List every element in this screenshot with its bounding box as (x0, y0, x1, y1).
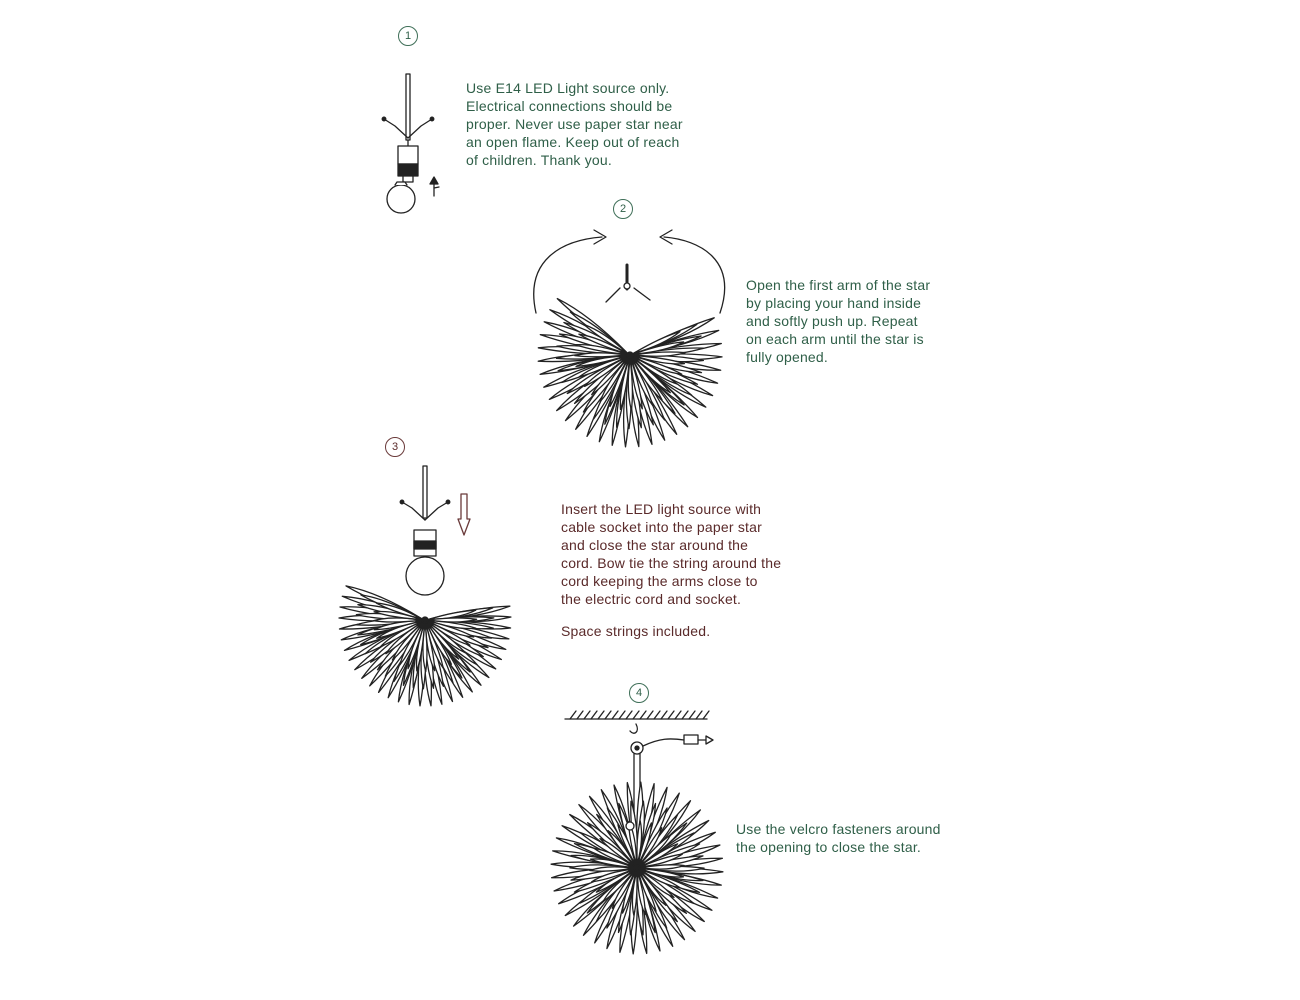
ceiling-hatch-line (626, 711, 632, 719)
ceiling-hatch-line (605, 711, 611, 719)
ceiling-hatch-line (682, 711, 688, 719)
step-4-line: the opening to close the star. (736, 839, 922, 855)
step-3-line: Insert the LED light source with (561, 501, 762, 517)
ceiling-hatch-line (570, 711, 576, 719)
step-3-line: cord keeping the arms close to (561, 573, 758, 589)
step-1-number: 1 (398, 26, 418, 46)
ceiling-hatch-line (689, 711, 695, 719)
star-center (422, 617, 428, 623)
step-2-line: by placing your hand inside (746, 295, 922, 311)
step-2-line: Open the first arm of the star (746, 277, 931, 293)
ceiling-hatch-line (633, 711, 639, 719)
step-1-line: proper. Never use paper star near (466, 116, 683, 132)
bulb-socket-illustration (382, 74, 439, 213)
ceiling-hatch-line (619, 711, 625, 719)
step-3-line: cord. Bow tie the string around the (561, 555, 782, 571)
step-2-number: 2 (613, 199, 633, 219)
step-3-line: and close the star around the (561, 537, 749, 553)
step-1-line: Use E14 LED Light source only. (466, 80, 670, 96)
ceiling-hatch-line (612, 711, 618, 719)
ceiling-hatch-line (703, 711, 709, 719)
ceiling-hatch-line (640, 711, 646, 719)
step-3-line: the electric cord and socket. (561, 591, 742, 607)
step-1-line: Electrical connections should be (466, 98, 673, 114)
step-3-line: cable socket into the paper star (561, 519, 762, 535)
ceiling-hatch-line (577, 711, 583, 719)
step-1-line: of children. Thank you. (466, 152, 612, 168)
step-2-line: and softly push up. Repeat (746, 313, 918, 329)
ceiling-hatch-line (591, 711, 597, 719)
ceiling-hatch-line (675, 711, 681, 719)
star-insert-illustration (339, 466, 511, 706)
star-center (627, 352, 633, 358)
step-3-note: Space strings included. (561, 623, 711, 639)
star-hanging-illustration (551, 711, 723, 954)
step-2-line: on each arm until the star is (746, 331, 924, 347)
step-3-number: 3 (385, 437, 405, 457)
ceiling-hatch-line (647, 711, 653, 719)
ceiling-hatch-line (661, 711, 667, 719)
star-opening-illustration (534, 230, 725, 447)
step-4-line: Use the velcro fasteners around (736, 821, 941, 837)
star-center (634, 865, 640, 871)
step-4-number: 4 (629, 683, 649, 703)
step-1-line: an open flame. Keep out of reach (466, 134, 680, 150)
ceiling-hatch-line (668, 711, 674, 719)
ceiling-hatch-line (584, 711, 590, 719)
ceiling-hatch-line (696, 711, 702, 719)
ceiling-hatch-line (598, 711, 604, 719)
step-2-line: fully opened. (746, 349, 828, 365)
ceiling-hatch-line (654, 711, 660, 719)
